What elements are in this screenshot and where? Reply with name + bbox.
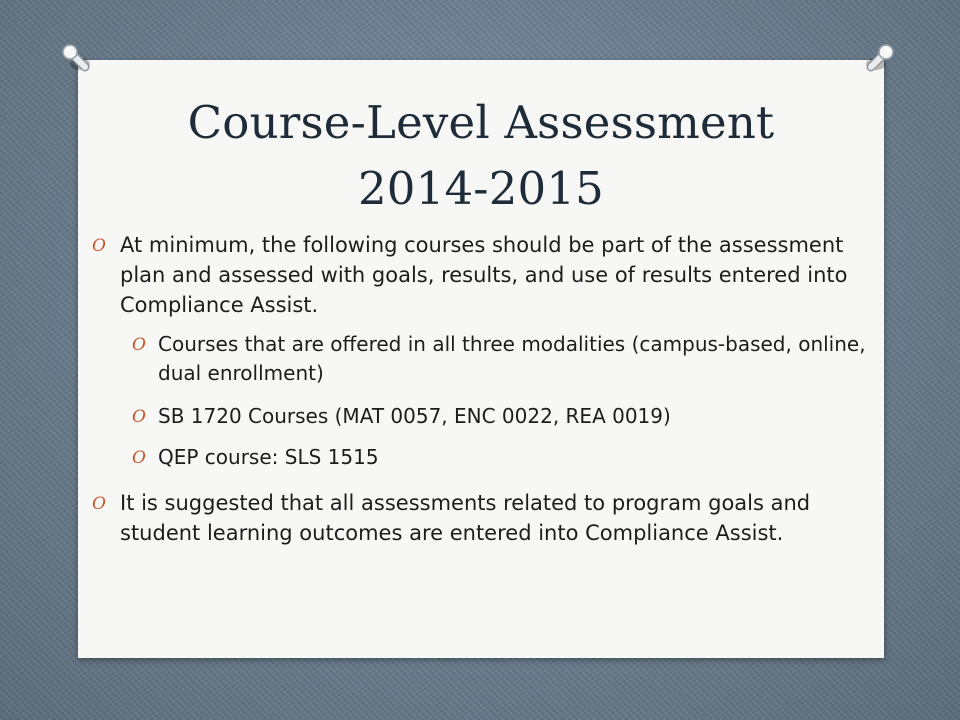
bullet-marker-icon: O — [92, 494, 106, 514]
sub-bullet-item — [90, 443, 870, 472]
bullet-text: At minimum, the following courses should be part of the assessment plan and assessed with goals, results, and use of results entered into Compliance Assist. — [120, 233, 848, 317]
bullet-marker-icon: O — [132, 335, 146, 355]
slide-title-line: Course-Level Assessment — [187, 96, 775, 149]
sub-bullet-text: QEP course: SLS 1515 — [158, 445, 379, 469]
sub-bullet-text: Courses that are offered in all three modalities (campus-based, online, dual enrollment) — [158, 332, 866, 385]
pushpin-icon — [58, 40, 98, 80]
sub-bullet-text: SB 1720 Courses (MAT 0057, ENC 0022, REA 0019) — [158, 404, 671, 428]
bullet-list — [90, 230, 870, 548]
bullet-item — [90, 488, 870, 548]
bullet-marker-icon: O — [132, 407, 146, 427]
bullet-marker-icon: O — [132, 448, 146, 468]
pushpin-icon — [858, 40, 898, 80]
sub-bullet-item — [90, 330, 870, 388]
slide-title-year: 2014-2015 — [357, 162, 605, 215]
sub-bullet-item — [90, 402, 870, 431]
bullet-item — [90, 230, 870, 320]
bullet-text: It is suggested that all assessments related to program goals and student learning outcomes are entered into Compliance Assist. — [120, 491, 811, 545]
bullet-marker-icon: O — [92, 236, 106, 256]
slide-title — [78, 90, 884, 222]
